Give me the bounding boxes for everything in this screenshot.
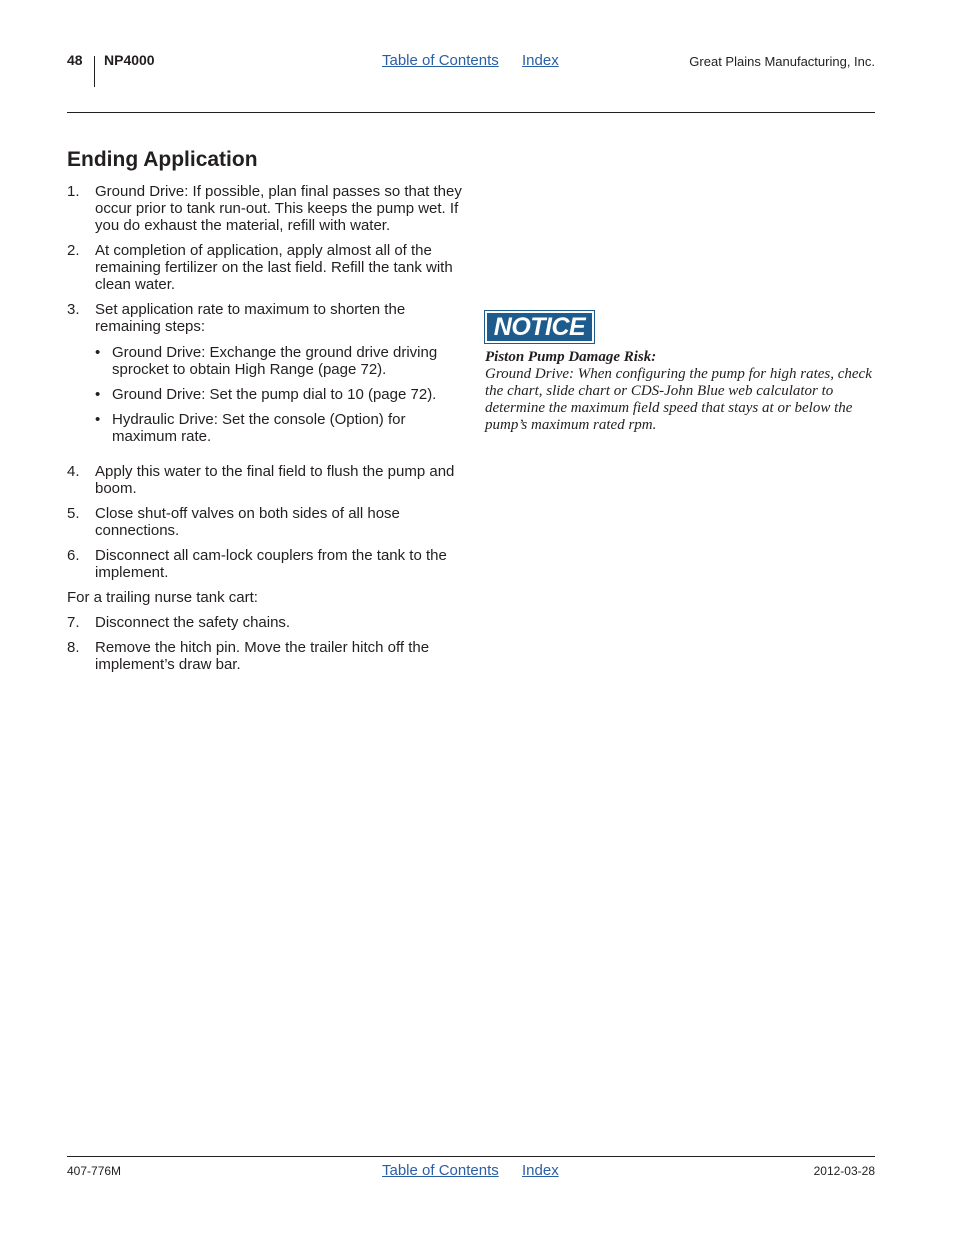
step-number: 3. bbox=[67, 301, 80, 318]
step-text: At completion of application, apply almost all of the remaining fertilizer on the last field. Refill the tank with clean water. bbox=[95, 242, 453, 293]
list-item bbox=[67, 505, 462, 539]
step-text: Ground Drive: If possible, plan final passes so that they occur prior to tank run-out. This keeps the pump wet. If you do exhaust the material, refill with water. bbox=[95, 183, 462, 234]
bullet-item bbox=[95, 386, 462, 403]
step-number: 6. bbox=[67, 547, 80, 564]
step-number: 7. bbox=[67, 614, 80, 631]
step-text: Close shut-off valves on both sides of all hose connections. bbox=[95, 505, 400, 539]
sub-bullet-list bbox=[95, 344, 462, 445]
trailing-cart-intro: For a trailing nurse tank cart: bbox=[67, 589, 258, 606]
section-title: Ending Application bbox=[67, 148, 258, 171]
step-number: 1. bbox=[67, 183, 80, 200]
header-divider bbox=[94, 56, 95, 87]
model-name: NP4000 bbox=[104, 52, 155, 68]
bullet-text: Ground Drive: Exchange the ground drive driving sprocket to obtain High Range (page 72). bbox=[112, 344, 438, 378]
step-text: Disconnect the safety chains. bbox=[95, 614, 291, 631]
list-item bbox=[67, 242, 462, 293]
bullet-text: Hydraulic Drive: Set the console (Option) for maximum rate. bbox=[112, 411, 406, 445]
step-text: Disconnect all cam-lock couplers from the tank to the implement. bbox=[95, 547, 447, 581]
bullet-dot: • bbox=[95, 344, 101, 361]
step-number: 8. bbox=[67, 639, 80, 656]
list-item bbox=[67, 547, 462, 581]
document-number: 407-776M bbox=[67, 1164, 122, 1178]
list-item bbox=[67, 463, 462, 497]
step-number: 2. bbox=[67, 242, 80, 259]
list-item bbox=[67, 301, 462, 445]
bullet-dot: • bbox=[95, 411, 101, 428]
step-text: Remove the hitch pin. Move the trailer hitch off the implement’s draw bar. bbox=[95, 639, 430, 673]
list-item bbox=[67, 183, 462, 234]
company-name: Great Plains Manufacturing, Inc. bbox=[689, 54, 875, 69]
revision-date: 2012-03-28 bbox=[813, 1164, 875, 1178]
step-text: Set application rate to maximum to shorten the remaining steps: bbox=[95, 301, 406, 335]
notice-label: NOTICE bbox=[487, 313, 592, 341]
list-item bbox=[67, 639, 462, 673]
step-number: 4. bbox=[67, 463, 80, 480]
bullet-item bbox=[95, 411, 462, 445]
footer-toc-link[interactable]: Table of Contents bbox=[382, 1162, 499, 1179]
header-toc-link[interactable]: Table of Contents bbox=[382, 52, 499, 69]
header-index-link[interactable]: Index bbox=[522, 52, 559, 69]
header-rule bbox=[67, 112, 875, 113]
procedure-column bbox=[67, 183, 462, 681]
bullet-text: Ground Drive: Set the pump dial to 10 (page 72). bbox=[112, 386, 437, 403]
footer-index-link[interactable]: Index bbox=[522, 1162, 559, 1179]
notice-badge bbox=[484, 310, 595, 344]
footer-rule bbox=[67, 1156, 875, 1157]
list-item bbox=[67, 614, 462, 631]
bullet-item bbox=[95, 344, 462, 378]
step-text: Apply this water to the final field to flush the pump and boom. bbox=[95, 463, 455, 497]
step-number: 5. bbox=[67, 505, 80, 522]
bullet-dot: • bbox=[95, 386, 101, 403]
notice-heading: Piston Pump Damage Risk: bbox=[485, 349, 657, 365]
page-number: 48 bbox=[67, 52, 83, 68]
notice-message bbox=[485, 349, 880, 434]
notice-body: Ground Drive: When configuring the pump for high rates, check the chart, slide chart or CDS-John Blue web calculator to determine the maximum field speed that stays at or below the pump’s maximum rated rpm. bbox=[485, 366, 872, 433]
